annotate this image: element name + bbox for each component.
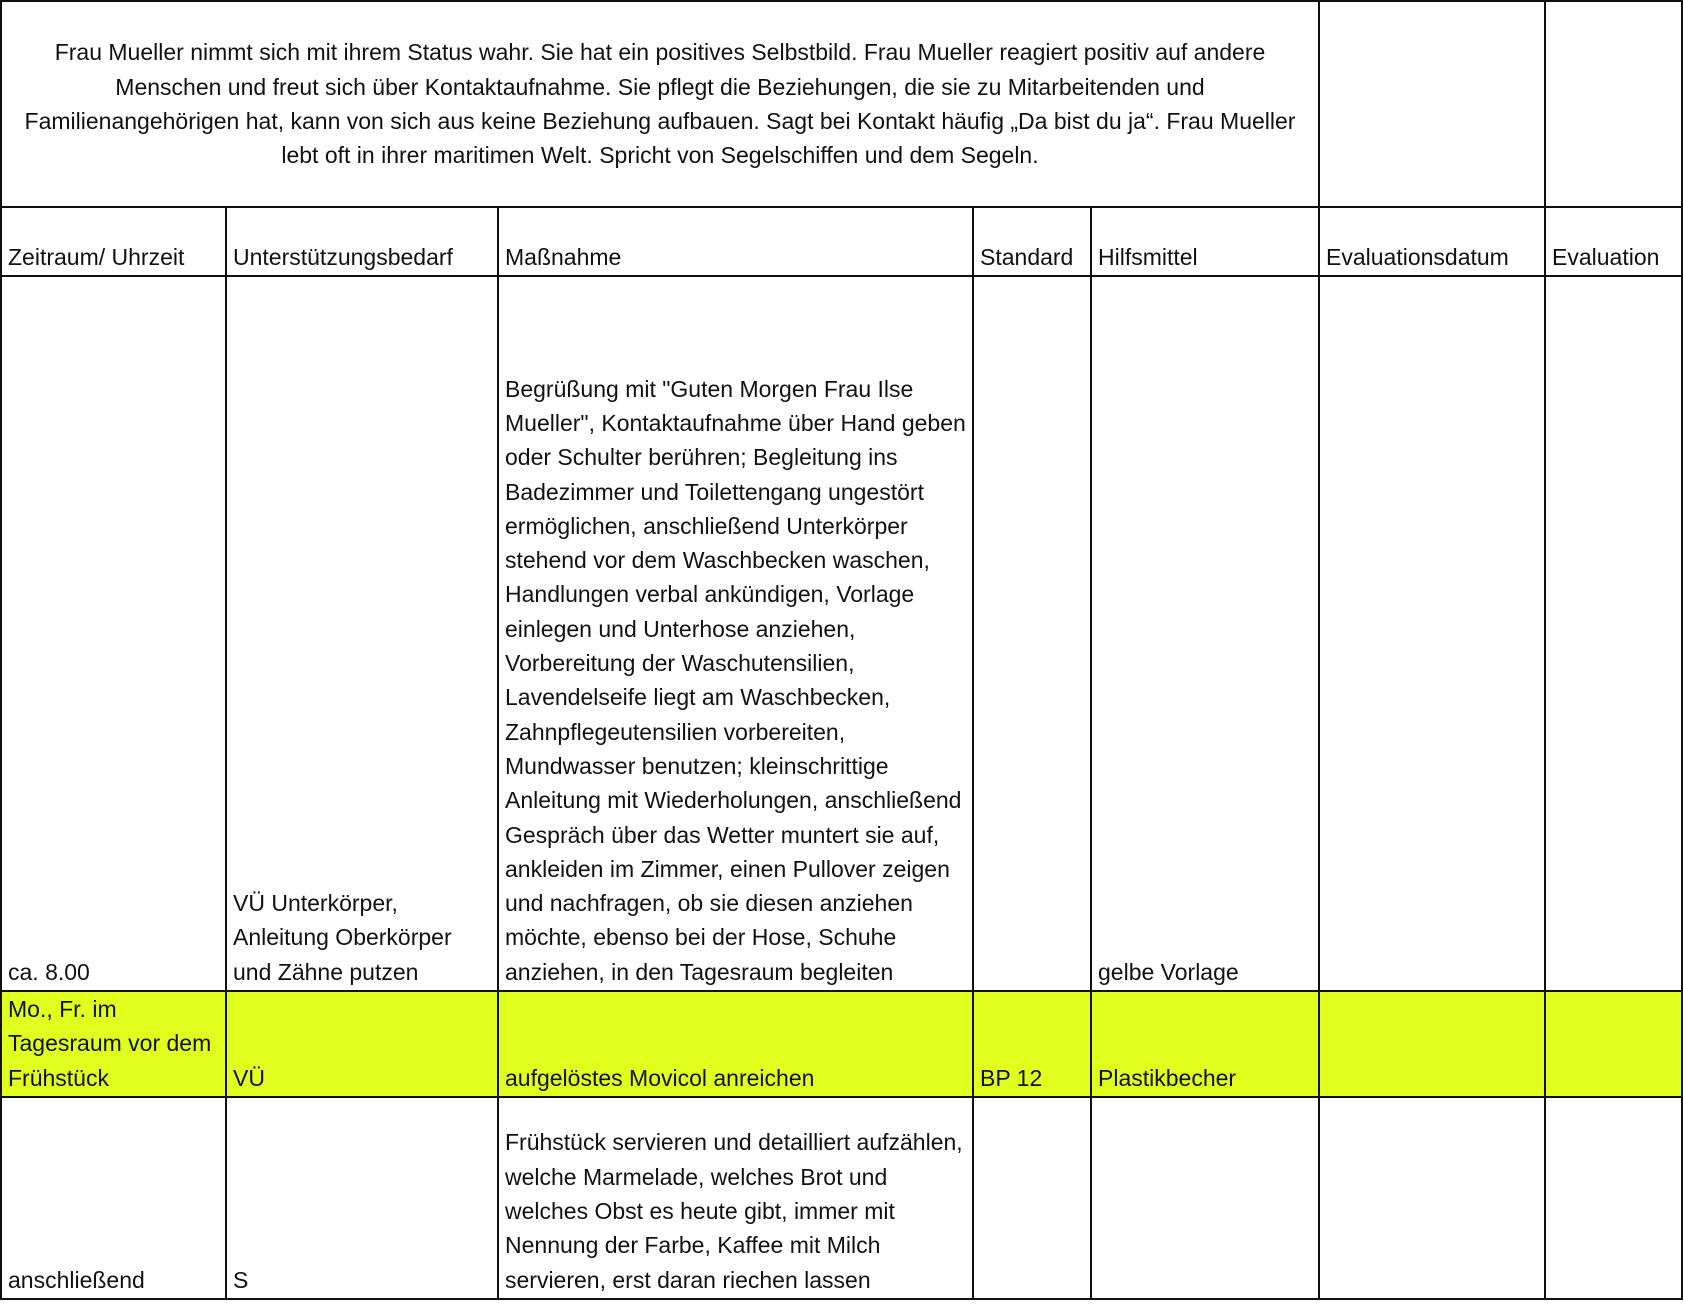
intro-blank-cell: [1319, 1, 1545, 207]
col-header-standard: Standard: [973, 207, 1091, 276]
cell-hilfsmittel: gelbe Vorlage: [1091, 276, 1319, 991]
col-header-hilfsmittel: Hilfsmittel: [1091, 207, 1319, 276]
cell-evaluationsdatum: [1319, 1097, 1545, 1299]
cell-standard: [973, 276, 1091, 991]
intro-blank-cell: [1545, 1, 1682, 207]
col-header-evaluation: Evaluation: [1545, 207, 1682, 276]
cell-zeitraum: Mo., Fr. im Tagesraum vor dem Frühstück: [1, 991, 226, 1097]
cell-massnahme: Frühstück servieren und detailliert aufzählen, welche Marmelade, welches Brot und welches Obst es heute gibt, immer mit Nennung der Farbe, Kaffee mit Milch servieren, erst daran riechen lassen: [498, 1097, 973, 1299]
cell-evaluation: [1545, 991, 1682, 1097]
header-row: [1, 207, 1682, 276]
col-header-evaluationsdatum: Evaluationsdatum: [1319, 207, 1545, 276]
cell-hilfsmittel: [1091, 1097, 1319, 1299]
col-header-unterstuetzungsbedarf: Unterstützungsbedarf: [226, 207, 498, 276]
table-row: [1, 1097, 1682, 1299]
cell-standard: BP 12: [973, 991, 1091, 1097]
col-header-massnahme: Maßnahme: [498, 207, 973, 276]
table-row-highlighted: [1, 991, 1682, 1097]
cell-bedarf: VÜ Unterkörper, Anleitung Oberkörper und Zähne putzen: [226, 276, 498, 991]
table-row: [1, 276, 1682, 991]
cell-bedarf: VÜ: [226, 991, 498, 1097]
cell-evaluationsdatum: [1319, 276, 1545, 991]
intro-text: Frau Mueller nimmt sich mit ihrem Status wahr. Sie hat ein positives Selbstbild. Frau Mueller reagiert positiv auf andere Menschen und freut sich über Kontaktaufnahme. Sie pflegt die Beziehungen, die sie zu Mitarbeitenden und Familienangehörigen hat, kann von sich aus keine Beziehung aufbauen. Sagt bei Kontakt häufig „Da bist du ja“. Frau Mueller lebt oft in ihrer maritimen Welt. Spricht von Segelschiffen und dem Segeln.: [1, 1, 1319, 207]
intro-row: [1, 1, 1682, 207]
cell-massnahme: aufgelöstes Movicol anreichen: [498, 991, 973, 1097]
cell-massnahme: Begrüßung mit "Guten Morgen Frau Ilse Mueller", Kontaktaufnahme über Hand geben oder Schulter berühren; Begleitung ins Badezimmer und Toilettengang ungestört ermöglichen, anschließend Unterkörper stehend vor dem Waschbecken waschen, Handlungen verbal ankündigen, Vorlage einlegen und Unterhose anziehen, Vorbereitung der Waschutensilien, Lavendelseife liegt am Waschbecken, Zahnpflegeutensilien vorbereiten, Mundwasser benutzen; kleinschrittige Anleitung mit Wiederholungen, anschließend Gespräch über das Wetter muntert sie auf, ankleiden im Zimmer, einen Pullover zeigen und nachfragen, ob sie diesen anziehen möchte, ebenso bei der Hose, Schuhe anziehen, in den Tagesraum begleiten: [498, 276, 973, 991]
cell-hilfsmittel: Plastikbecher: [1091, 991, 1319, 1097]
cell-evaluation: [1545, 1097, 1682, 1299]
cell-evaluation: [1545, 276, 1682, 991]
cell-standard: [973, 1097, 1091, 1299]
cell-evaluationsdatum: [1319, 991, 1545, 1097]
col-header-zeitraum: Zeitraum/ Uhrzeit: [1, 207, 226, 276]
cell-zeitraum: ca. 8.00: [1, 276, 226, 991]
cell-bedarf: S: [226, 1097, 498, 1299]
cell-zeitraum: anschließend: [1, 1097, 226, 1299]
